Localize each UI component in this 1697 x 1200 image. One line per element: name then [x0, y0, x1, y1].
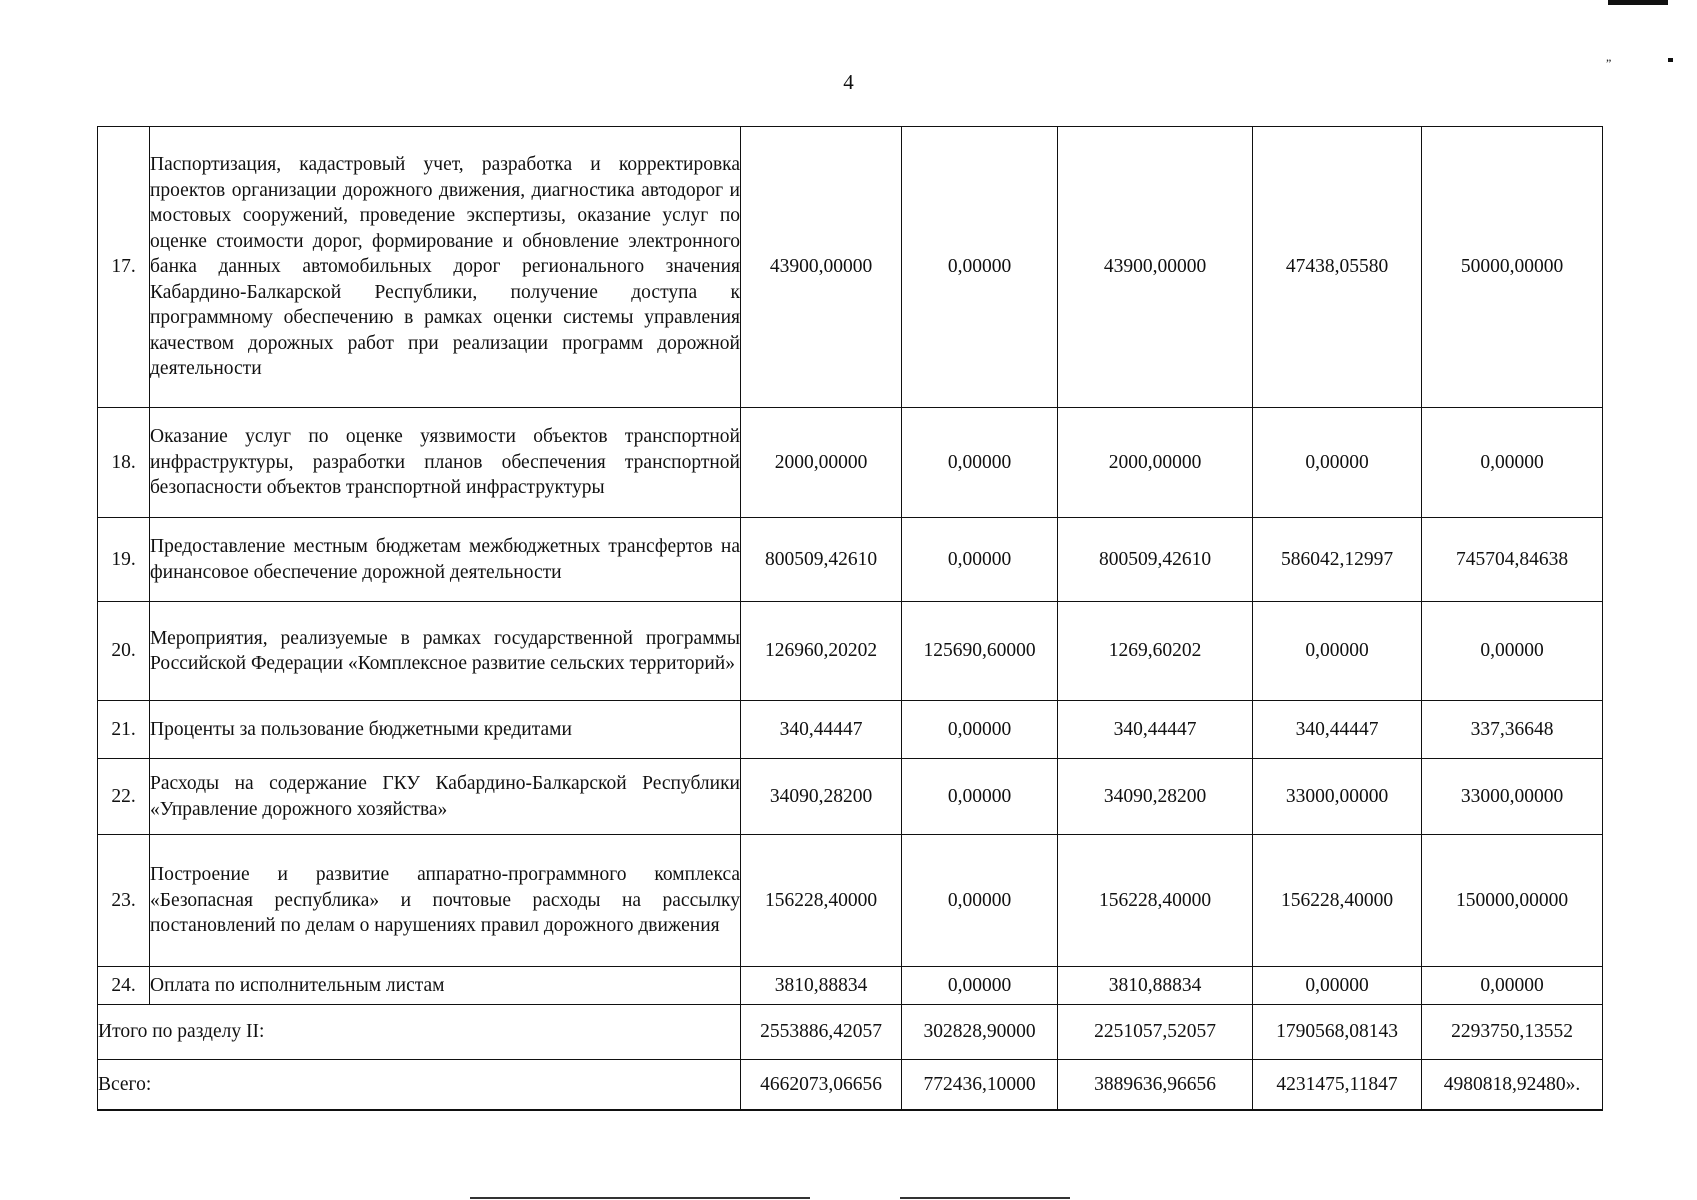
row-value: 0,00000: [902, 701, 1058, 759]
scan-mark-tick: ”: [1606, 56, 1612, 70]
row-description: Оказание услуг по оценке уязвимости объектов транспортной инфраструктуры, разработки планов обеспечения транспортной безопасности объектов транспортной инфраструктуры: [150, 408, 741, 518]
table-row: [98, 967, 1603, 1005]
row-value: 0,00000: [1422, 967, 1603, 1005]
table-row: [98, 127, 1603, 408]
row-number: 22.: [98, 759, 150, 835]
total-value: 2553886,42057: [741, 1005, 902, 1060]
row-value: 125690,60000: [902, 602, 1058, 701]
row-value: 47438,05580: [1253, 127, 1422, 408]
table-row: [98, 602, 1603, 701]
row-description: Проценты за пользование бюджетными кредитами: [150, 701, 741, 759]
row-value: 340,44447: [1058, 701, 1253, 759]
row-value: 586042,12997: [1253, 518, 1422, 602]
total-value: 4980818,92480».: [1422, 1060, 1603, 1110]
row-value: 0,00000: [902, 759, 1058, 835]
scan-mark-dot: [1668, 58, 1673, 62]
row-value: 0,00000: [1253, 408, 1422, 518]
row-value: 800509,42610: [741, 518, 902, 602]
row-value: 50000,00000: [1422, 127, 1603, 408]
row-description: Оплата по исполнительным листам: [150, 967, 741, 1005]
total-value: 302828,90000: [902, 1005, 1058, 1060]
row-description: Расходы на содержание ГКУ Кабардино-Балкарской Республики «Управление дорожного хозяйства»: [150, 759, 741, 835]
grand-total-row: [98, 1060, 1603, 1110]
row-description: Мероприятия, реализуемые в рамках государственной программы Российской Федерации «Комплексное развитие сельских территорий»: [150, 602, 741, 701]
row-value: 0,00000: [1253, 602, 1422, 701]
row-description: Паспортизация, кадастровый учет, разработка и корректировка проектов организации дорожного движения, диагностика автодорог и мостовых сооружений, проведение экспертизы, оказание услуг по оценке стоимости дорог, формирование и обновление электронного банка данных автомобильных дорог регионального значения Кабардино-Балкарской Республики, получение доступа к программному обеспечению в рамках оценки системы управления качеством дорожных работ при реализации программ дорожной деятельности: [150, 127, 741, 408]
row-value: 0,00000: [902, 967, 1058, 1005]
row-value: 800509,42610: [1058, 518, 1253, 602]
row-value: 150000,00000: [1422, 835, 1603, 967]
row-value: 1269,60202: [1058, 602, 1253, 701]
row-value: 0,00000: [1422, 408, 1603, 518]
page-number: 4: [843, 70, 854, 94]
row-number: 19.: [98, 518, 150, 602]
row-value: 3810,88834: [741, 967, 902, 1005]
row-value: 0,00000: [1253, 967, 1422, 1005]
row-number: 21.: [98, 701, 150, 759]
total-value: 3889636,96656: [1058, 1060, 1253, 1110]
scan-bottom-rule: [900, 1197, 1070, 1199]
row-value: 156228,40000: [1253, 835, 1422, 967]
row-value: 745704,84638: [1422, 518, 1603, 602]
total-value: 2293750,13552: [1422, 1005, 1603, 1060]
row-value: 340,44447: [741, 701, 902, 759]
row-description: Предоставление местным бюджетам межбюджетных трансфертов на финансовое обеспечение дорожной деятельности: [150, 518, 741, 602]
row-value: 0,00000: [1422, 602, 1603, 701]
row-number: 20.: [98, 602, 150, 701]
row-value: 43900,00000: [1058, 127, 1253, 408]
section-total-label: Итого по разделу II:: [98, 1005, 741, 1060]
table-row: [98, 701, 1603, 759]
row-value: 0,00000: [902, 835, 1058, 967]
row-number: 18.: [98, 408, 150, 518]
grand-total-label: Всего:: [98, 1060, 741, 1110]
total-value: 4662073,06656: [741, 1060, 902, 1110]
table-row: [98, 835, 1603, 967]
total-value: 772436,10000: [902, 1060, 1058, 1110]
table-row: [98, 518, 1603, 602]
row-description: Построение и развитие аппаратно-программного комплекса «Безопасная республика» и почтовые расходы на рассылку постановлений по делам о нарушениях правил дорожного движения: [150, 835, 741, 967]
total-value: 2251057,52057: [1058, 1005, 1253, 1060]
row-value: 2000,00000: [1058, 408, 1253, 518]
row-value: 3810,88834: [1058, 967, 1253, 1005]
row-value: 34090,28200: [741, 759, 902, 835]
scan-bottom-rule: [470, 1197, 810, 1199]
row-value: 337,36648: [1422, 701, 1603, 759]
row-value: 2000,00000: [741, 408, 902, 518]
section-total-row: [98, 1005, 1603, 1060]
row-value: 33000,00000: [1253, 759, 1422, 835]
total-value: 4231475,11847: [1253, 1060, 1422, 1110]
row-value: 33000,00000: [1422, 759, 1603, 835]
row-value: 156228,40000: [1058, 835, 1253, 967]
table-row: [98, 408, 1603, 518]
row-value: 0,00000: [902, 518, 1058, 602]
row-value: 126960,20202: [741, 602, 902, 701]
table-row: [98, 759, 1603, 835]
row-number: 23.: [98, 835, 150, 967]
row-value: 0,00000: [902, 408, 1058, 518]
scan-mark-top: [1608, 0, 1668, 5]
row-number: 17.: [98, 127, 150, 408]
budget-table: [97, 126, 1603, 1111]
row-value: 34090,28200: [1058, 759, 1253, 835]
row-number: 24.: [98, 967, 150, 1005]
row-value: 340,44447: [1253, 701, 1422, 759]
row-value: 0,00000: [902, 127, 1058, 408]
row-value: 43900,00000: [741, 127, 902, 408]
total-value: 1790568,08143: [1253, 1005, 1422, 1060]
row-value: 156228,40000: [741, 835, 902, 967]
